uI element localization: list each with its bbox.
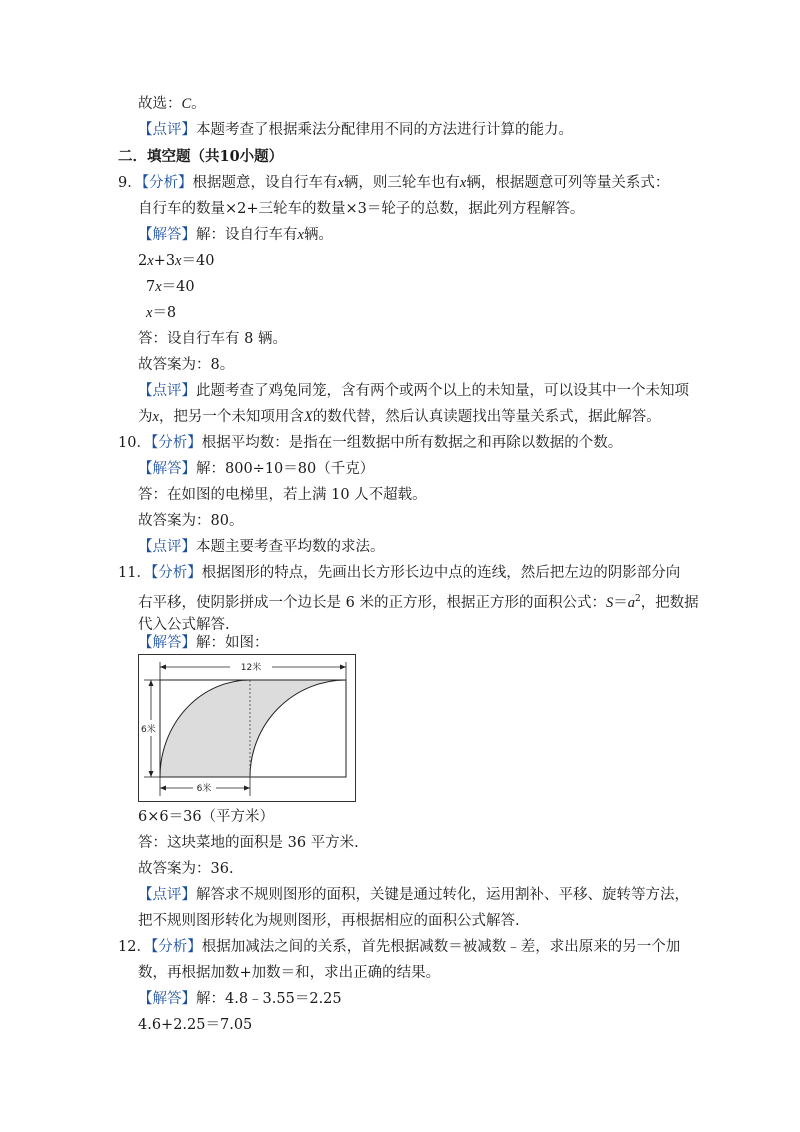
q9-equation-3: x＝8 (146, 305, 177, 321)
q11-final: 故答案为：36. (138, 861, 234, 877)
comment-tag: 【点评】 (138, 122, 196, 138)
q9-equation-2: 7x＝40 (146, 279, 195, 295)
q10-final: 故答案为：80。 (138, 513, 244, 529)
q11-answer: 【解答】解：如图： (138, 635, 269, 651)
q12-analysis: 12．【分析】根据加减法之间的关系，首先根据减数＝被减数﹣差，求出原来的另一个加 (118, 939, 681, 955)
q10-answer: 【解答】解：800÷10＝80（千克） (138, 461, 375, 477)
shaded-region (160, 680, 346, 777)
garden-figure (138, 654, 356, 802)
q11-comment: 【点评】解答求不规则图形的面积，关键是通过转化，运用割补、平移、旋转等方法， (138, 887, 689, 903)
q9-comment-line2: 为x，把另一个未知项用含X的数代替，然后认真读题找出等量关系式，据此解答。 (138, 409, 661, 425)
q12-answer: 【解答】解：4.8﹣3.55＝2.25 (138, 991, 342, 1007)
q9-comment: 【点评】此题考查了鸡兔同笼，含有两个或两个以上的未知量，可以设其中一个未知项 (138, 383, 689, 399)
q11-analysis-line3: 代入公式解答. (138, 617, 230, 633)
top-comment: 【点评】本题考查了根据乘法分配律用不同的方法进行计算的能力。 (138, 122, 573, 138)
q11-reply: 答：这块菜地的面积是 36 平方米. (138, 835, 359, 851)
q10-analysis: 10．【分析】根据平均数：是指在一组数据中所有数据之和再除以数据的个数。 (118, 435, 623, 451)
q9-final: 故答案为：8。 (138, 357, 235, 373)
q11-analysis: 11．【分析】根据图形的特点，先画出长方形长边中点的连线，然后把左边的阴影部分向 (118, 565, 681, 581)
q10-comment: 【点评】本题主要考查平均数的求法。 (138, 539, 385, 555)
q12-calc: 4.6+2.25＝7.05 (138, 1017, 253, 1033)
label-6m-bottom: 6米 (196, 784, 212, 794)
q9-analysis-line2: 自行车的数量×2+三轮车的数量×3＝轮子的总数，据此列方程解答。 (138, 201, 585, 217)
q9-equation-1: 2x+3x＝40 (138, 253, 215, 269)
q9-reply: 答：设自行车有 8 辆。 (138, 331, 287, 347)
q12-analysis-line2: 数，再根据加数+加数＝和，求出正确的结果。 (138, 965, 441, 981)
q11-analysis-line2: 右平移，使阴影拼成一个边长是 6 米的正方形，根据正方形的面积公式：$S=a^2$，把数据 (138, 594, 699, 611)
q11-comment-line2: 把不规则图形转化为规则图形，再根据相应的面积公式解答. (138, 913, 520, 929)
q11-calc: 6×6＝36（平方米） (138, 809, 275, 825)
q9-analysis: 9．【分析】根据题意，设自行车有x辆，则三轮车也有x辆，根据题意可列等量关系式： (118, 175, 670, 191)
q9-answer: 【解答】解：设自行车有x辆。 (138, 227, 333, 243)
label-6m-left: 6米 (141, 725, 156, 735)
q10-reply: 答：在如图的电梯里，若上满 10 人不超载。 (138, 487, 427, 503)
label-12m: 12米 (240, 663, 262, 673)
choice-line: 故选：C。 (138, 96, 206, 112)
section-title: 二．填空题（共10小题） (118, 148, 284, 165)
